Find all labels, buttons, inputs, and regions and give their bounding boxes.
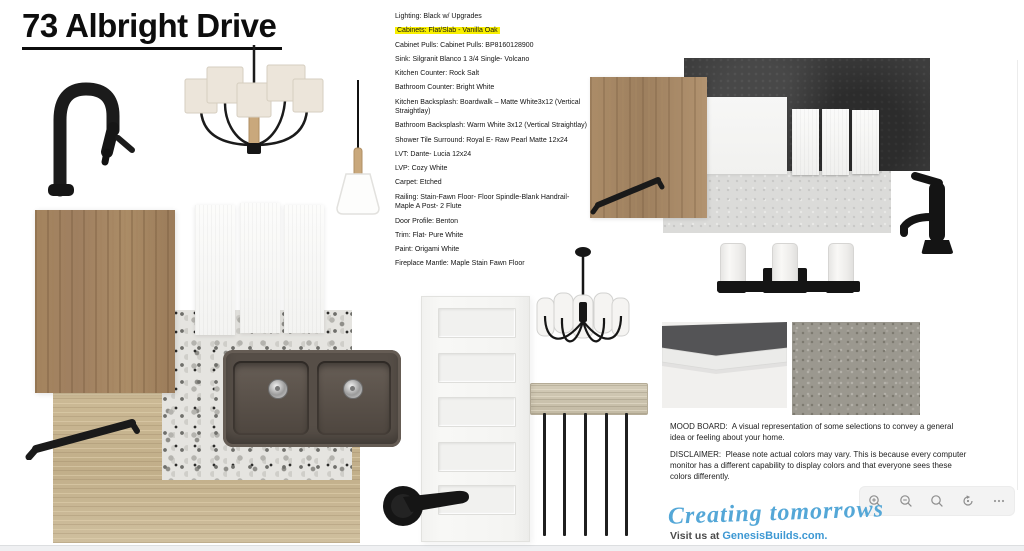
page-bottom-strip: [0, 545, 1024, 551]
page-title: 73 Albright Drive: [22, 8, 282, 50]
footer-text: [670, 421, 970, 488]
spec-item-bathroom-counter: Bathroom Counter: Bright White: [395, 84, 495, 92]
search-icon[interactable]: [928, 492, 946, 510]
website-line: [670, 530, 827, 542]
spec-item-railing: Railing: Stain-Fawn Floor- Floor Spindle-Blank Handrail- Maple A Post- 2 Flute: [395, 193, 570, 211]
railing-spindle: [563, 413, 566, 536]
spec-item-kitchen-counter: Kitchen Counter: Rock Salt: [395, 70, 480, 77]
spec-list: [395, 12, 587, 274]
sink-drain-right: [343, 379, 363, 399]
visit-prefix: Visit us at: [670, 530, 723, 542]
cabinet-door-sample-vanilla-oak: [35, 210, 175, 393]
handrail-sample-maple: [530, 383, 648, 415]
bathroom-faucet-image: [895, 170, 957, 254]
vanity-light-cap: [770, 287, 798, 293]
railing-spindle: [543, 413, 546, 536]
spec-item-lvp: LVP: Cozy White: [395, 165, 448, 173]
backsplash-tile-sample-2: [240, 203, 280, 333]
spec-item-shower-tile: Shower Tile Surround: Royal E- Raw Pearl Matte 12x24: [395, 136, 568, 144]
subway-tile-sample-1: [792, 109, 819, 175]
kitchen-faucet-image: [28, 76, 140, 198]
bathroom-counter-sample-bright-white: [706, 97, 787, 174]
door-handle-image: [381, 480, 473, 530]
railing-spindle: [584, 413, 587, 536]
trim-sample-pure-white: [662, 322, 787, 408]
mood-board-description: MOOD BOARD: A visual representation of some selections to convey a general idea or feeling about your home.: [670, 422, 954, 443]
sink-drain-left: [268, 379, 288, 399]
kitchen-sink-sample-volcano: [223, 350, 401, 447]
railing-spindle: [625, 413, 628, 536]
door-panel: [438, 353, 516, 383]
vanity-light-cap: [826, 287, 854, 293]
spec-item-paint: Paint: Origami White: [395, 246, 460, 254]
kitchen-chandelier-image: [183, 45, 325, 173]
spec-item-sink: Sink: Silgranit Blanco 1 3/4 Single- Volcano: [395, 55, 530, 63]
spec-item-cabinet-pulls: Cabinet Pulls: Cabinet Pulls: BP8160128900: [395, 41, 534, 49]
backsplash-tile-sample-3: [284, 205, 324, 333]
spec-item-bathroom-backsplash: Bathroom Backsplash: Warm White 3x12 (Vertical Straightlay): [395, 122, 587, 130]
spec-item-kitchen-backsplash: Kitchen Backsplash: Boardwalk – Matte White3x12 (Vertical Straightlay): [395, 98, 581, 116]
vanity-light-image: [715, 241, 862, 295]
website-url: GenesisBuilds.com.: [722, 530, 828, 542]
sink-bowl-left: [233, 361, 309, 435]
spec-item-fireplace-mantle: Fireplace Mantle: Maple Stain Fawn Floor: [395, 260, 525, 268]
pendant-light-image: [333, 80, 383, 220]
zoom-out-icon[interactable]: [897, 492, 915, 510]
spec-item-lvt: LVT: Dante- Lucia 12x24: [395, 150, 472, 158]
subway-tile-sample-3: [852, 110, 879, 174]
subway-tile-sample-2: [822, 109, 849, 175]
spec-item-carpet: Carpet: Etched: [395, 179, 442, 187]
dining-chandelier-image: [533, 246, 633, 371]
backsplash-tile-sample-1: [195, 205, 235, 335]
spec-item-door-profile: Door Profile: Benton: [395, 217, 459, 225]
vanity-light-cap: [718, 287, 746, 293]
brand-tagline: Creating tomorrows: [667, 496, 885, 530]
reset-view-icon[interactable]: [959, 492, 977, 510]
cabinet-pull-image: [22, 408, 147, 460]
highlighted-spec: Cabinets: Flat/Slab - Vanilla Oak: [397, 27, 498, 35]
carpet-sample-etched: [792, 322, 920, 415]
page-edge-line: [1017, 60, 1018, 490]
cabinet-sample-with-pull: [590, 77, 707, 218]
railing-spindle: [605, 413, 608, 536]
door-panel: [438, 308, 516, 338]
spec-item-trim: Trim: Flat- Pure White: [395, 231, 464, 239]
spec-item-lighting: Lighting: Black w/ Upgrades: [395, 13, 482, 20]
more-options-icon[interactable]: [990, 492, 1008, 510]
disclaimer: DISCLAIMER: Please note actual colors may vary. This is because every computer monitor has a different capability to display colors and that everyone sees these colors differently.: [670, 449, 967, 482]
cabinet-pull-small-image: [590, 77, 707, 218]
spec-item-cabinets: [395, 26, 587, 36]
door-panel: [438, 397, 516, 427]
door-panel: [438, 442, 516, 472]
